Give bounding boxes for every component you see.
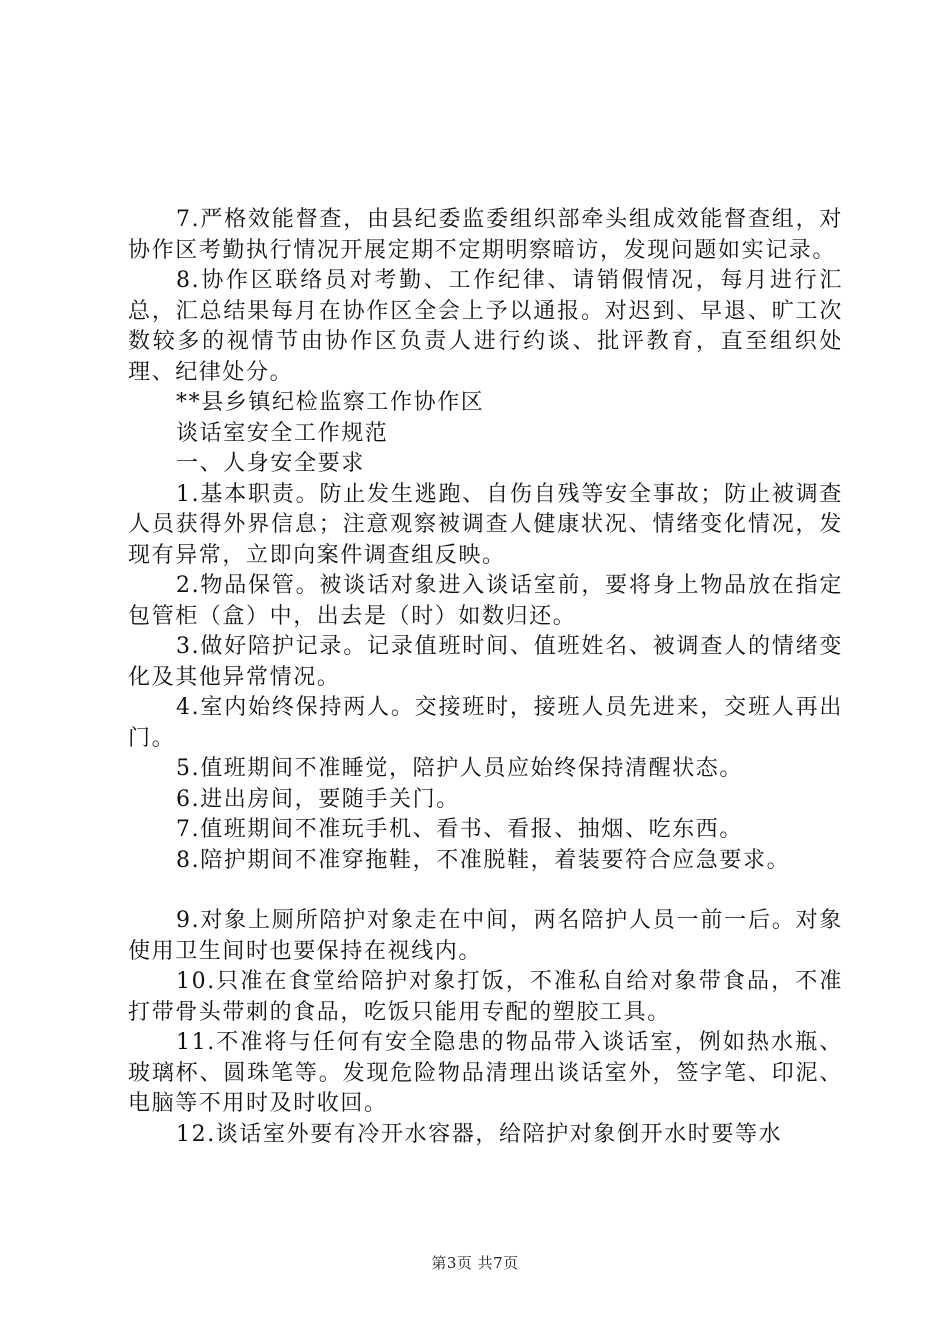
paragraph-hazardous-items: 11.不准将与任何有安全隐患的物品带入谈话室，例如热水瓶、玻璃杯、圆珠笔等。发现危险物品清理出谈话室外，签字笔、印泥、电脑等不用时及时收回。 xyxy=(128,1030,843,1116)
page-footer: 第3页 共7页 xyxy=(431,1254,519,1272)
paragraph-efficiency-inspection: 7.严格效能督查，由县纪委监委组织部牵头组成效能督查组，对协作区考勤执行情况开展定期不定期明察暗访，发现问题如实记录。 xyxy=(128,207,843,263)
paragraph-no-phone: 7.值班期间不准玩手机、看书、看报、抽烟、吃东西。 xyxy=(176,817,743,842)
paragraph-cold-water: 12.谈话室外要有冷开水容器，给陪护对象倒开水时要等水 xyxy=(176,1121,783,1147)
paragraph-basic-duties: 1.基本职责。防止发生逃跑、自伤自残等安全事故；防止被调查人员获得外界信息；注意观察被调查人健康状况、情绪变化情况，发现有异常，立即向案件调查组反映。 xyxy=(128,481,843,568)
paragraph-issuer: **县乡镇纪检监察工作协作区 xyxy=(176,390,485,415)
paragraph-toilet-escort: 9.对象上厕所陪护对象走在中间，两名陪护人员一前一后。对象使用卫生间时也要保持在视线内。 xyxy=(128,908,843,964)
paragraph-item-storage: 2.物品保管。被谈话对象进入谈话室前，要将身上物品放在指定包管柜（盒）中，出去是（时）如数归还。 xyxy=(128,573,843,629)
paragraph-liaison-summary: 8.协作区联络员对考勤、工作纪律、请销假情况，每月进行汇总，汇总结果每月在协作区全会上予以通报。对迟到、早退、旷工次数较多的视情节由协作区负责人进行约谈、批评教育，直至组织处理、纪律处分。 xyxy=(128,268,843,385)
paragraph-section-title: 谈话室安全工作规范 xyxy=(176,420,389,446)
document-body xyxy=(128,205,843,1150)
paragraph-no-sleeping: 5.值班期间不准睡觉，陪护人员应始终保持清醒状态。 xyxy=(176,756,743,781)
paragraph-no-slippers: 8.陪护期间不准穿拖鞋，不准脱鞋，着装要符合应急要求。 xyxy=(176,847,791,873)
paragraph-two-persons: 4.室内始终保持两人。交接班时，接班人员先进来，交班人再出门。 xyxy=(128,695,843,751)
paragraph-heading-personal-safety: 一、人身安全要求 xyxy=(176,451,365,476)
paragraph-close-door: 6.进出房间，要随手关门。 xyxy=(176,786,460,812)
paragraph-canteen-meals: 10.只准在食堂给陪护对象打饭，不准私自给对象带食品，不准打带骨头带刺的食品，吃饭只能用专配的塑胶工具。 xyxy=(128,969,843,1025)
paragraph-escort-records: 3.做好陪护记录。记录值班时间、值班姓名、被调查人的情绪变化及其他异常情况。 xyxy=(128,634,843,690)
